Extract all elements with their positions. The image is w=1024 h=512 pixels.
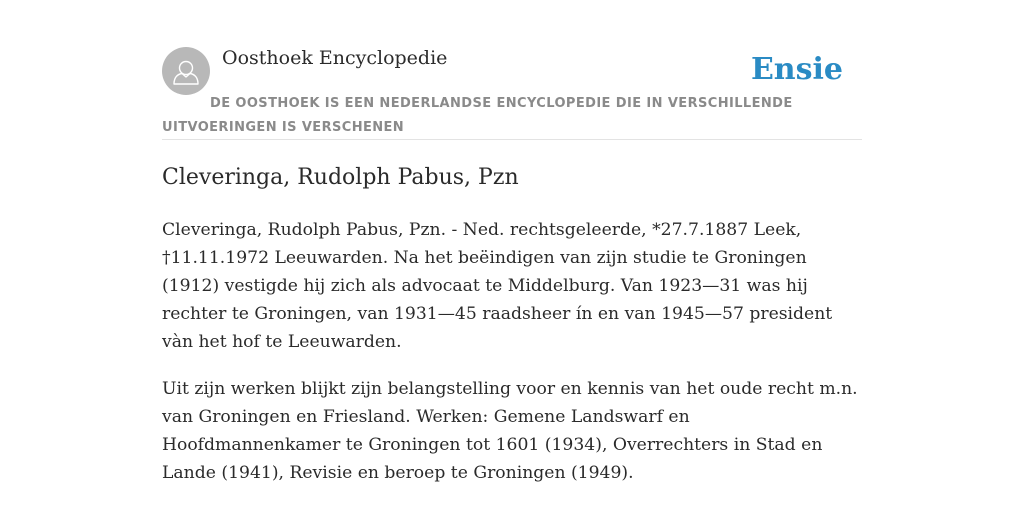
site-name[interactable]: Oosthoek Encyclopedie <box>222 47 448 69</box>
article-paragraph: Uit zijn werken blijkt zijn belangstelling voor en kennis van het oude recht m.n. van Groningen en Friesland. Werken: Gemene Landswarf en Hoofdmannenkamer te Groningen tot 1601 (1934), Overrechters in Stad en Lande (1941), Revisie en beroep te Groningen (1949). <box>162 379 858 483</box>
page-header <box>162 46 862 140</box>
user-silhouette-icon[interactable] <box>162 47 210 95</box>
article-paragraph: Cleveringa, Rudolph Pabus, Pzn. - Ned. rechtsgeleerde, *27.7.1887 Leek, †11.11.1972 Leeuwarden. Na het beëindigen van zijn studie te Groningen (1912) vestigde hij zich als advocaat te Middelburg. Van 1923—31 was hij rechter te Groningen, van 1931—45 raadsheer ín en van 1945—57 president vàn het hof te Leeuwarden. <box>162 220 833 352</box>
site-tagline: DE OOSTHOEK IS EEN NEDERLANDSE ENCYCLOPEDIE DIE IN VERSCHILLENDE UITVOERINGEN IS VERSCHENEN <box>162 96 793 135</box>
brand-logo[interactable]: Ensie <box>750 52 843 87</box>
article <box>162 160 862 487</box>
article-title: Cleveringa, Rudolph Pabus, Pzn <box>162 165 519 190</box>
